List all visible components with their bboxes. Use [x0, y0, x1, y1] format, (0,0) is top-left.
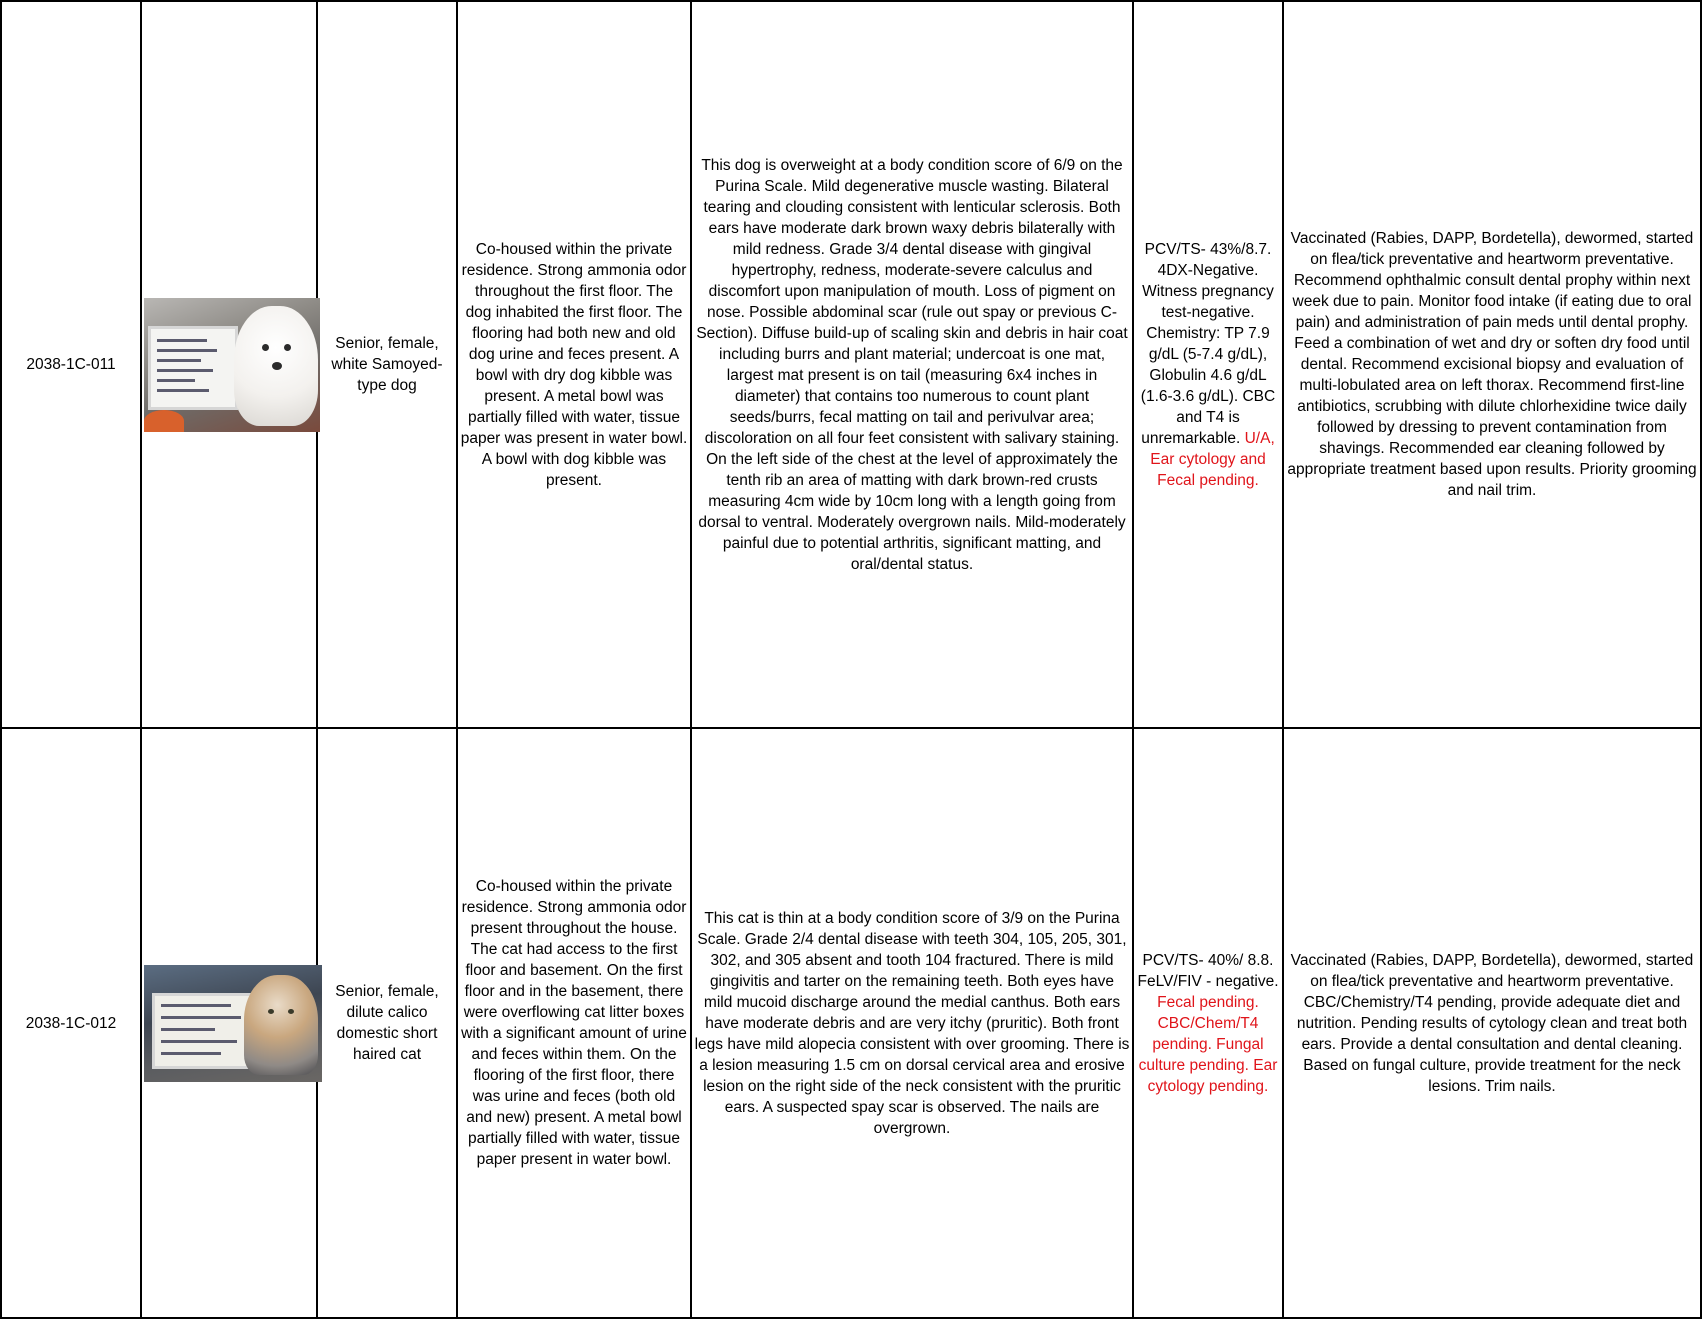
treatment-cell: Vaccinated (Rabies, DAPP, Bordetella), dewormed, started on flea/tick preventative and heartworm preventative. CBC/Chemistry/T4 pending, provide adequate diet and nutrition. Pending results of cytology clean and treat both ears. Provide a dental consultation and dental cleaning. Based on fungal culture, provide treatment for the neck lesions. Trim nails. — [1283, 728, 1701, 1318]
cat-icon — [244, 975, 318, 1075]
photo-cell — [141, 728, 317, 1318]
orange-fabric-icon — [144, 410, 184, 432]
exam-findings-cell: This dog is overweight at a body condition score of 6/9 on the Purina Scale. Mild degenerative muscle wasting. Bilateral tearing and clouding consistent with lenticular sclerosis. Both ears have moderate dark brown waxy debris bilaterally with mild redness. Grade 3/4 dental disease with gingival hypertrophy, redness, moderate-severe calculus and discomfort upon manipulation of mouth. Loss of pigment on nose. Possible abdominal scar (rule out spay or previous C-Section). Diffuse build-up of scaling skin and debris in hair coat including burrs and plant material; undercoat is one mat, largest mat present is on tail (measuring 6x4 inches in diameter) that contains too numerous to count plant seeds/burrs, fecal matting on tail and perivulvar area; discoloration on all four feet consistent with salivary staining. On the left side of the chest at the level of approximately the tenth rib an area of matting with dark brown-red crusts measuring 4cm wide by 10cm long with a length going from dorsal to ventral. Moderately overgrown nails. Mild-moderately painful due to potential arthritis, significant matting, and oral/dental status. — [691, 1, 1133, 728]
lab-results-text: PCV/TS- 40%/ 8.8. FeLV/FIV - negative. — [1137, 951, 1279, 990]
pending-results-text: U/A, Ear cytology and Fecal pending. — [1150, 429, 1275, 489]
case-sign-icon — [148, 326, 238, 410]
animal-description-cell: Senior, female, dilute calico domestic short haired cat — [317, 728, 457, 1318]
animal-description-cell: Senior, female, white Samoyed-type dog — [317, 1, 457, 728]
table-row — [1, 728, 1701, 1318]
exam-findings-cell: This cat is thin at a body condition score of 3/9 on the Purina Scale. Grade 2/4 dental disease with teeth 304, 105, 205, 301, 302, and 305 absent and tooth 104 fractured. There is mild gingivitis and tarter on the remaining teeth. Both eyes have mild mucoid discharge around the medial canthus. Both ears have moderate debris and are very itchy (pruritic). Both front legs have mild alopecia consistent with over grooming. There is a lesion measuring 1.5 cm on dorsal cervical area and erosive lesion on the right side of the neck consistent with the pruritic ears. A suspected spay scar is observed. The nails are overgrown. — [691, 728, 1133, 1318]
calico-cat-photo — [144, 965, 322, 1082]
samoyed-dog-photo — [144, 298, 320, 432]
dog-icon — [234, 306, 318, 426]
case-id-cell: 2038-1C-012 — [1, 728, 141, 1318]
environment-cell: Co-housed within the private residence. Strong ammonia odor throughout the first floor. The dog inhabited the first floor. The flooring had both new and old dog urine and feces present. A bowl with dry dog kibble was present. A metal bowl was partially filled with water, tissue paper was present in water bowl. A bowl with dog kibble was present. — [457, 1, 691, 728]
environment-cell: Co-housed within the private residence. Strong ammonia odor present throughout the house. The cat had access to the first floor and basement. On the first floor and in the basement, there were overflowing cat litter boxes with a significant amount of urine and feces within them. On the flooring of the first floor, there was urine and feces (both old and new) present. A metal bowl partially filled with water, tissue paper present in water bowl. — [457, 728, 691, 1318]
table-row — [1, 1, 1701, 728]
pending-results-text: Fecal pending. CBC/Chem/T4 pending. Fungal culture pending. Ear cytology pending. — [1138, 993, 1278, 1095]
treatment-cell: Vaccinated (Rabies, DAPP, Bordetella), dewormed, started on flea/tick preventative and heartworm preventative. Recommend ophthalmic consult dental prophy within next week due to pain. Monitor food intake (if eating due to oral pain) and administration of pain meds until dental prophy. Feed a combination of wet and dry or soften dry food until dental. Recommend excisional biopsy and evaluation of multi-lobulated area on left thorax. Recommend first-line antibiotics, scrubbing with dilute chlorhexidine twice daily followed by dressing to prevent contamination from shavings. Recommended ear cleaning followed by appropriate treatment based upon results. Priority grooming and nail trim. — [1283, 1, 1701, 728]
photo-cell — [141, 1, 317, 728]
case-id-cell: 2038-1C-011 — [1, 1, 141, 728]
lab-results-text: PCV/TS- 43%/8.7. 4DX-Negative. Witness pregnancy test-negative. Chemistry: TP 7.9 g/dL (5-7.4 g/dL), Globulin 4.6 g/dL (1.6-3.6 g/dL). CBC and T4 is unremarkable. — [1140, 240, 1276, 447]
lab-results-cell — [1133, 728, 1283, 1318]
lab-results-cell — [1133, 1, 1283, 728]
